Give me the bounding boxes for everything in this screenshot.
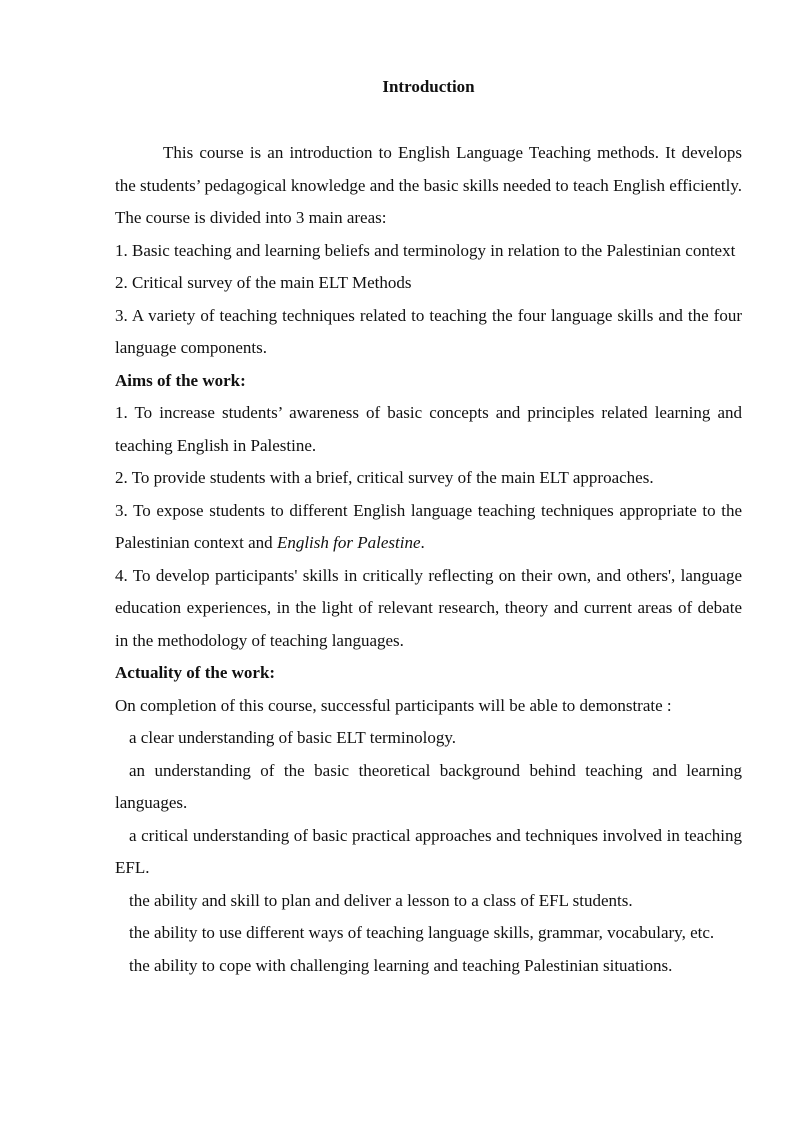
aim-item-3 (115, 495, 742, 560)
outcome-item-2: an understanding of the basic theoretical background behind teaching and learning languages. (115, 760, 742, 812)
area-item-3: 3. A variety of teaching techniques related to teaching the four language skills and the four language components. (115, 305, 742, 357)
actuality-intro: On completion of this course, successful participants will be able to demonstrate : (115, 695, 672, 715)
area-item-2: 2. Critical survey of the main ELT Methods (115, 273, 412, 292)
aim-item-2: 2. To provide students with a brief, critical survey of the main ELT approaches. (115, 468, 654, 487)
aim-item-1: 1. To increase students’ awareness of basic concepts and principles related learning and teaching English in Palestine. (115, 403, 742, 455)
page-title: Introduction (382, 77, 475, 96)
outcome-item-3: a critical understanding of basic practical approaches and techniques involved in teaching EFL. (115, 825, 742, 877)
aim-item-3-end: . (420, 533, 425, 552)
aim-item-4: 4. To develop participants' skills in critically reflecting on their own, and others', language education experiences, in the light of relevant research, theory and current areas of debate in the methodology of teaching languages. (115, 565, 742, 650)
outcome-item-6: the ability to cope with challenging learning and teaching Palestinian situations. (129, 955, 673, 975)
outcome-item-4: the ability and skill to plan and deliver a lesson to a class of EFL students. (129, 890, 633, 910)
document-body (115, 70, 742, 982)
area-item-1: 1. Basic teaching and learning beliefs and terminology in relation to the Palestinian context (115, 240, 736, 260)
intro-paragraph: This course is an introduction to English Language Teaching methods. It develops the students’ pedagogical knowledge and the basic skills needed to teach English efficiently. The course is divided into 3 main areas: (115, 143, 742, 227)
aim-item-3-text: 3. To expose students to different English language teaching techniques appropriate to the Palestinian context and (115, 500, 742, 552)
outcome-item-1: a clear understanding of basic ELT terminology. (129, 728, 457, 747)
actuality-heading: Actuality of the work: (115, 663, 276, 682)
aim-item-3-emphasis: English for Palestine (276, 533, 421, 552)
outcome-item-5: the ability to use different ways of teaching language skills, grammar, vocabulary, etc. (129, 923, 715, 942)
aims-heading: Aims of the work: (115, 370, 246, 390)
